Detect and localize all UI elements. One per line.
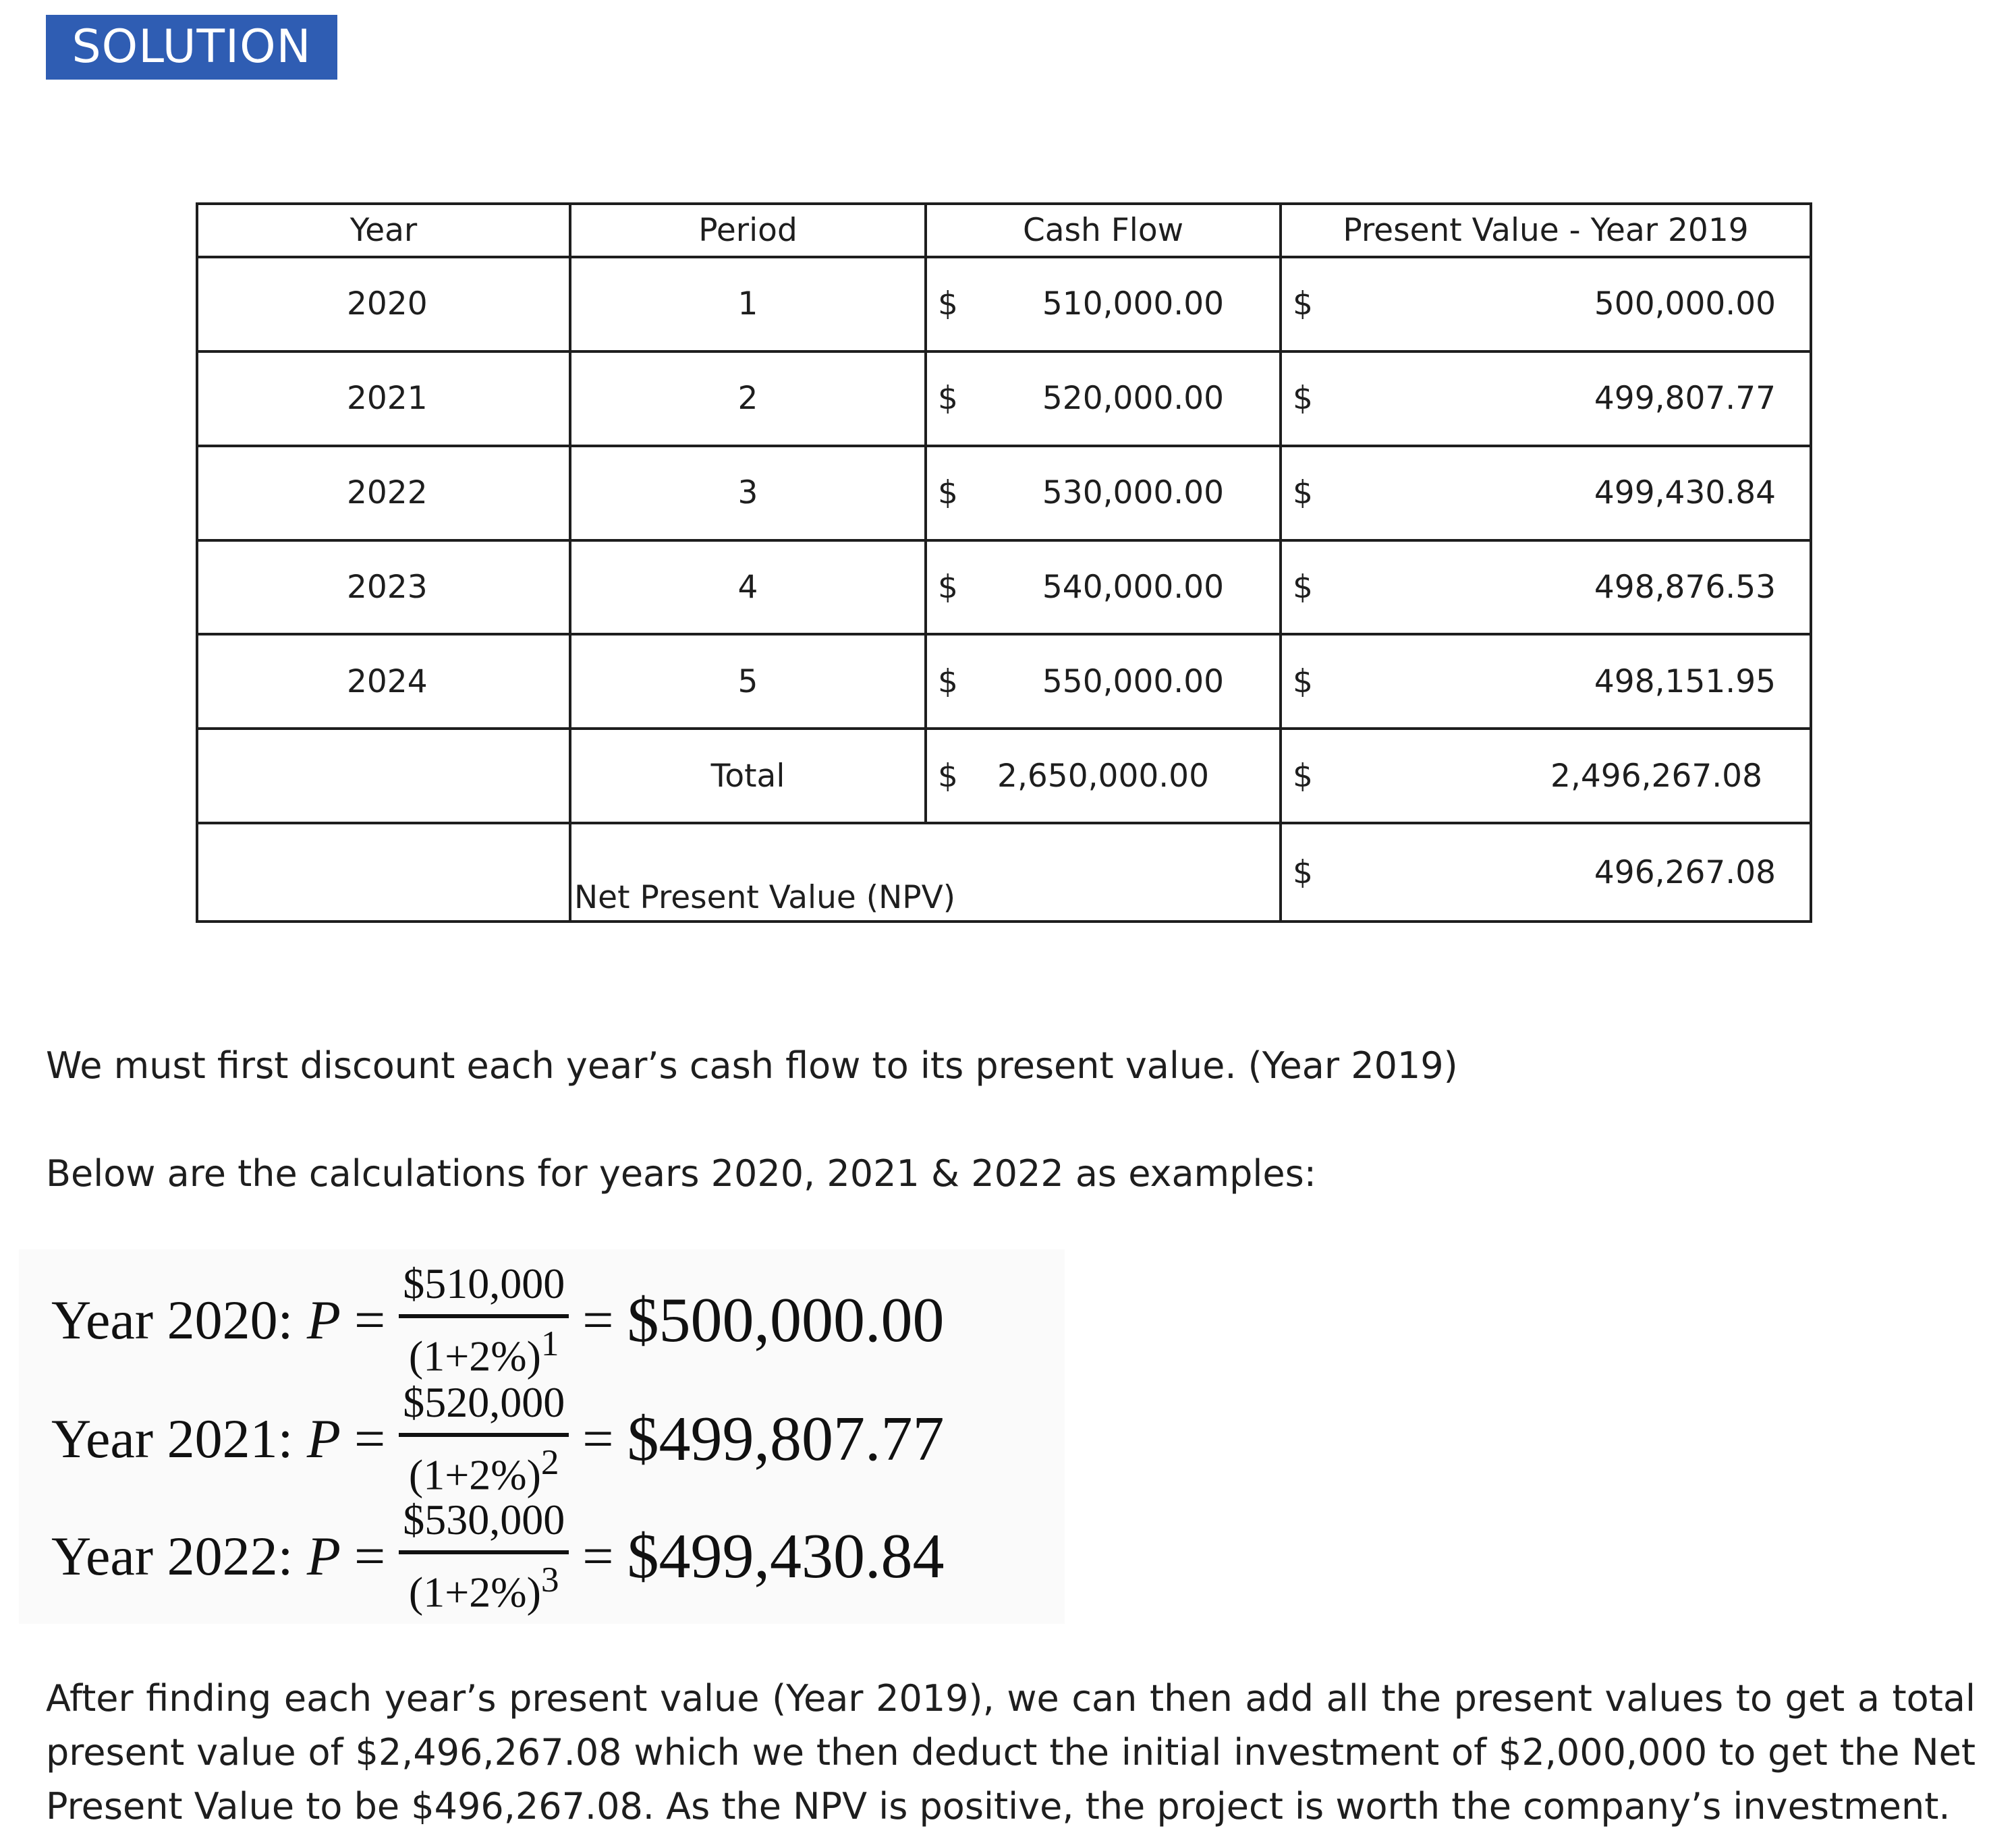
total-present-value — [1281, 729, 1811, 823]
present-value-value: 499,807.77 — [1594, 380, 1776, 418]
denominator: $(1+2\%)^3$ — [408, 1559, 559, 1616]
cell-empty — [197, 823, 570, 922]
formula-row — [51, 1260, 945, 1380]
table-row — [197, 257, 1811, 351]
cell-period: 1 — [570, 257, 926, 351]
total-cash-flow-value: 2,650,000.00 — [997, 757, 1209, 795]
examples-intro-text: Below are the calculations for years 2020, 2021 & 2022 as examples: — [46, 1152, 1316, 1195]
equals-sign: = — [354, 1525, 386, 1587]
equals-sign: = — [582, 1525, 614, 1587]
cell-year: 2022 — [197, 446, 570, 540]
formula-row — [51, 1496, 945, 1616]
npv-label: Net Present Value (NPV) — [570, 823, 1281, 922]
formula-label: Year 2022: P — [51, 1525, 341, 1587]
cash-flow-value: 530,000.00 — [1042, 474, 1224, 512]
table-header-row — [197, 204, 1811, 257]
cell-period: 2 — [570, 351, 926, 446]
equals-sign: = — [582, 1408, 614, 1469]
cell-year: 2024 — [197, 634, 570, 729]
numerator: $520,000 — [399, 1378, 569, 1437]
fraction — [399, 1259, 569, 1381]
header-period: Period — [570, 204, 926, 257]
denominator: $(1+2\%)^1$ — [408, 1323, 559, 1380]
cell-present-value — [1281, 634, 1811, 729]
present-value-value: 500,000.00 — [1594, 285, 1776, 323]
numerator: $530,000 — [399, 1495, 569, 1554]
cell-present-value — [1281, 446, 1811, 540]
cell-cash-flow — [926, 634, 1281, 729]
cash-flow-value: 550,000.00 — [1042, 662, 1224, 700]
table-row — [197, 634, 1811, 729]
numerator: $510,000 — [399, 1259, 569, 1318]
header-cash-flow: Cash Flow — [926, 204, 1281, 257]
currency-symbol: $ — [1293, 662, 1313, 700]
cell-empty — [197, 729, 570, 823]
cell-cash-flow — [926, 540, 1281, 635]
cash-flow-value: 520,000.00 — [1042, 380, 1224, 418]
conclusion-text: After finding each year’s present value (Year 2019), we can then add all the present values to get a total present value of $2,496,267.08 which we then deduct the initial investment of $2,000,000 to get the Net Present Value to be $496,267.08. As the NPV is positive, the project is worth the company’s investment. — [46, 1677, 1976, 1828]
npv-table — [196, 202, 1812, 923]
cell-cash-flow — [926, 351, 1281, 446]
cash-flow-value: 540,000.00 — [1042, 568, 1224, 606]
table-row — [197, 540, 1811, 635]
currency-symbol: $ — [1293, 568, 1313, 606]
table-row — [197, 446, 1811, 540]
equals-sign: = — [354, 1289, 386, 1351]
solution-badge: SOLUTION — [46, 15, 337, 80]
intro-text: We must first discount each year’s cash flow to its present value. (Year 2019) — [46, 1044, 1458, 1087]
total-cash-flow — [926, 729, 1281, 823]
exponent: 1 — [540, 1323, 559, 1364]
header-year: Year — [197, 204, 570, 257]
formula-result: $499,807.77 — [627, 1404, 945, 1474]
exponent: 2 — [540, 1442, 559, 1483]
currency-symbol: $ — [1293, 853, 1313, 891]
npv-value-cell — [1281, 823, 1811, 922]
formula-result: $500,000.00 — [627, 1285, 945, 1355]
fraction — [399, 1495, 569, 1617]
cell-cash-flow — [926, 446, 1281, 540]
currency-symbol: $ — [938, 380, 958, 418]
cell-present-value — [1281, 351, 1811, 446]
currency-symbol: $ — [938, 285, 958, 323]
npv-row — [197, 823, 1811, 922]
cell-cash-flow — [926, 257, 1281, 351]
currency-symbol: $ — [1293, 285, 1313, 323]
formula-row — [51, 1378, 945, 1499]
cell-present-value — [1281, 540, 1811, 635]
total-present-value-value: 2,496,267.08 — [1550, 757, 1762, 795]
cash-flow-value: 510,000.00 — [1042, 285, 1224, 323]
formula-label: Year 2020: P — [51, 1289, 341, 1351]
currency-symbol: $ — [938, 662, 958, 700]
currency-symbol: $ — [938, 757, 958, 795]
formula-label: Year 2021: P — [51, 1408, 341, 1469]
npv-value: 496,267.08 — [1594, 853, 1776, 891]
denominator: $(1+2\%)^2$ — [408, 1442, 559, 1499]
cell-year: 2021 — [197, 351, 570, 446]
header-present-value: Present Value - Year 2019 — [1281, 204, 1811, 257]
formula-result: $499,430.84 — [627, 1521, 945, 1591]
cell-year: 2020 — [197, 257, 570, 351]
present-value-value: 498,876.53 — [1594, 568, 1776, 606]
currency-symbol: $ — [938, 474, 958, 512]
currency-symbol: $ — [1293, 757, 1313, 795]
exponent: 3 — [540, 1559, 559, 1600]
total-label: Total — [570, 729, 926, 823]
cell-period: 3 — [570, 446, 926, 540]
currency-symbol: $ — [938, 568, 958, 606]
total-row — [197, 729, 1811, 823]
fraction — [399, 1378, 569, 1500]
formula-block — [19, 1249, 1065, 1624]
cell-year: 2023 — [197, 540, 570, 635]
cell-period: 4 — [570, 540, 926, 635]
present-value-value: 499,430.84 — [1594, 474, 1776, 512]
equals-sign: = — [582, 1289, 614, 1351]
cell-present-value — [1281, 257, 1811, 351]
cell-period: 5 — [570, 634, 926, 729]
present-value-value: 498,151.95 — [1594, 662, 1776, 700]
equals-sign: = — [354, 1408, 386, 1469]
table-row — [197, 351, 1811, 446]
currency-symbol: $ — [1293, 380, 1313, 418]
currency-symbol: $ — [1293, 474, 1313, 512]
